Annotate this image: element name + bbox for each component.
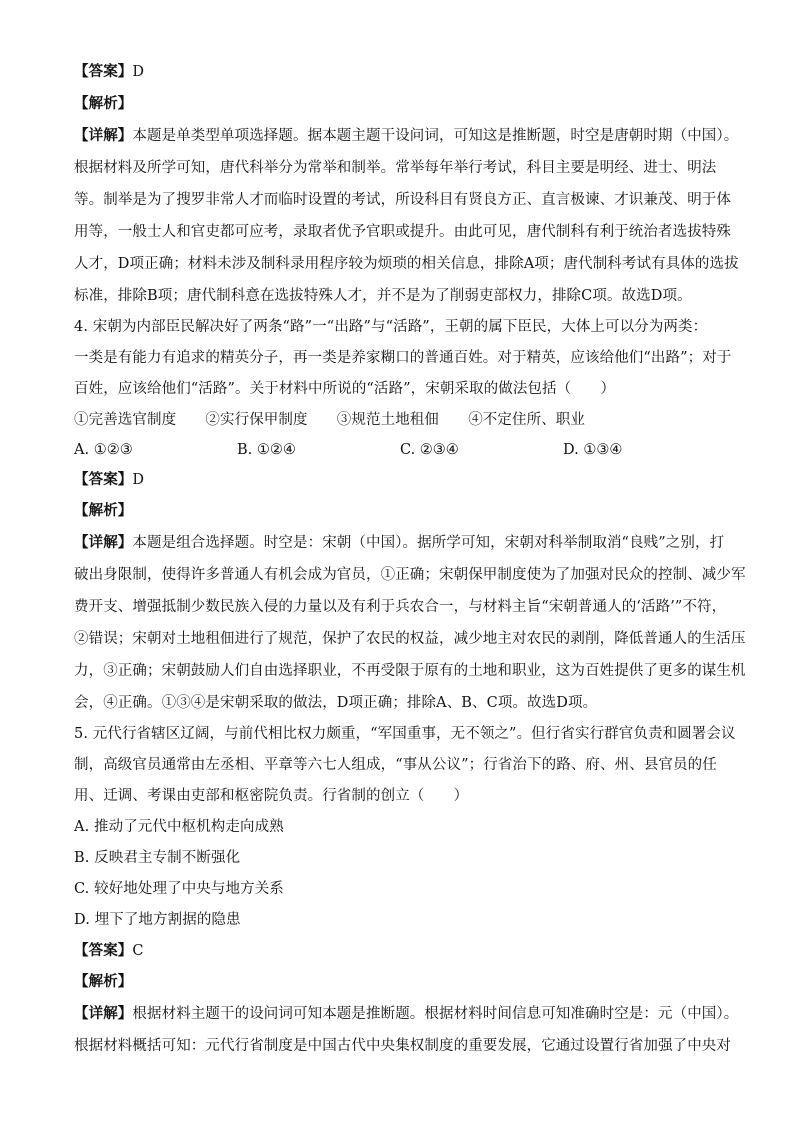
answer-row	[74, 941, 724, 961]
option-b: B. ①②④	[237, 442, 296, 458]
option-a: A. 推动了元代中枢机构走向成熟	[74, 819, 284, 835]
answer-label: 【答案】	[74, 942, 133, 959]
question-stem-line: 一类是有能力有追求的精英分子，再一类是养家糊口的普通百姓。对于精英，应该给他们“出路”；对于	[74, 350, 732, 366]
question-stem-line: 制，高级官员通常由左丞相、平章等六七人组成，“事从公议”；行省治下的路、府、州、县官员的任	[74, 757, 717, 773]
answer-label: 【答案】	[74, 471, 133, 488]
question-stem-line: 用、迁调、考课由吏部和枢密院负责。行省制的创立（ ）	[74, 788, 469, 804]
detail-line: 力，③正确；宋朝鼓励人们自由选择职业，不再受限于原有的土地和职业，这为百姓提供了更多的谋生机	[74, 663, 746, 679]
detail-text: 本题是单类型单项选择题。据本题主题干设问词，可知这是推断题，时空是唐朝时期（中国）。	[132, 128, 739, 144]
detail-line: 根据材料概括可知：元代行省制度是中国古代中央集权制度的重要发展，它通过设置行省加强了中央对	[74, 1038, 731, 1054]
answer-value: D	[132, 64, 145, 80]
detail-label: 【详解】	[74, 127, 133, 144]
detail-text: 根据材料主题干的设问词可知本题是推断题。根据材料时间信息可知准确时空是：元（中国）。	[132, 1006, 739, 1022]
detail-line	[74, 533, 724, 553]
detail-line: 破出身限制，使得许多普通人有机会成为官员，①正确；宋朝保甲制度使为了加强对民众的控制、减少军	[74, 567, 746, 583]
detail-line: ②错误；宋朝对土地租佃进行了规范，保护了农民的权益，减少地主对农民的剥削，降低普通人的生活压	[74, 631, 746, 647]
answer-label: 【答案】	[74, 63, 133, 80]
detail-line: 根据材料及所学可知，唐代科举分为常举和制举。常举每年举行考试，科目主要是明经、进士、明法	[74, 160, 717, 176]
detail-line: 人才，D项正确；材料未涉及制科录用程序较为烦琐的相关信息，排除A项；唐代制科考试有具体的选拔	[74, 256, 739, 272]
detail-line: 标准，排除B项；唐代制科意在选拔特殊人才，并不是为了削弱吏部权力，排除C项。故选D项。	[74, 288, 692, 304]
detail-line: 费开支、增强抵制少数民族入侵的力量以及有利于兵农合一，与材料主旨“宋朝普通人的‘活路’”不符，	[74, 599, 727, 615]
detail-label: 【详解】	[74, 534, 133, 551]
answer-value: C	[132, 943, 144, 959]
detail-text: 本题是组合选择题。时空是：宋朝（中国）。据所学可知，宋朝对科举制取消“良贱”之别，打	[132, 535, 725, 551]
detail-line	[74, 1004, 739, 1024]
question-items: ①完善选官制度 ②实行保甲制度 ③规范土地租佃 ④不定住所、职业	[74, 412, 585, 428]
answer-value: D	[132, 472, 145, 488]
option-b: B. 反映君主专制不断强化	[74, 850, 241, 866]
question-stem-line: 百姓，应该给他们“活路”。关于材料中所说的“活路”，宋朝采取的做法包括（ ）	[74, 381, 616, 397]
analysis-label: 【解析】	[74, 502, 133, 519]
analysis-label: 【解析】	[74, 973, 133, 990]
question-stem-line: 4. 宋朝为内部臣民解决好了两条“路”一“出路”与“活路”，王朝的属下臣民，大体上可以分为两类：	[74, 319, 708, 335]
option-c: C. ②③④	[400, 442, 459, 458]
option-d: D. 埋下了地方割据的隐患	[74, 912, 241, 928]
answer-row	[74, 470, 724, 490]
option-c: C. 较好地处理了中央与地方关系	[74, 881, 284, 897]
detail-line: 等。制举是为了搜罗非常人才而临时设置的考试，所设科目有贤良方正、直言极谏、才识兼茂、明于体	[74, 192, 731, 208]
answer-row	[74, 62, 724, 82]
detail-line: 会，④正确。①③④是宋朝采取的做法，D项正确；排除A、B、C项。故选D项。	[74, 695, 598, 711]
option-a: A. ①②③	[74, 442, 133, 458]
detail-line: 用等，一般士人和官吏都可应考，录取者优予官职或提升。由此可见，唐代制科有利于统治者选拔特殊	[74, 224, 731, 240]
analysis-label: 【解析】	[74, 95, 133, 112]
option-d: D. ①③④	[563, 442, 623, 458]
detail-line	[74, 126, 739, 146]
detail-label: 【详解】	[74, 1005, 133, 1022]
question-stem-line: 5. 元代行省辖区辽阔，与前代相比权力颇重，“军国重事，无不领之”。但行省实行群官负责和圆署会议	[74, 726, 736, 742]
